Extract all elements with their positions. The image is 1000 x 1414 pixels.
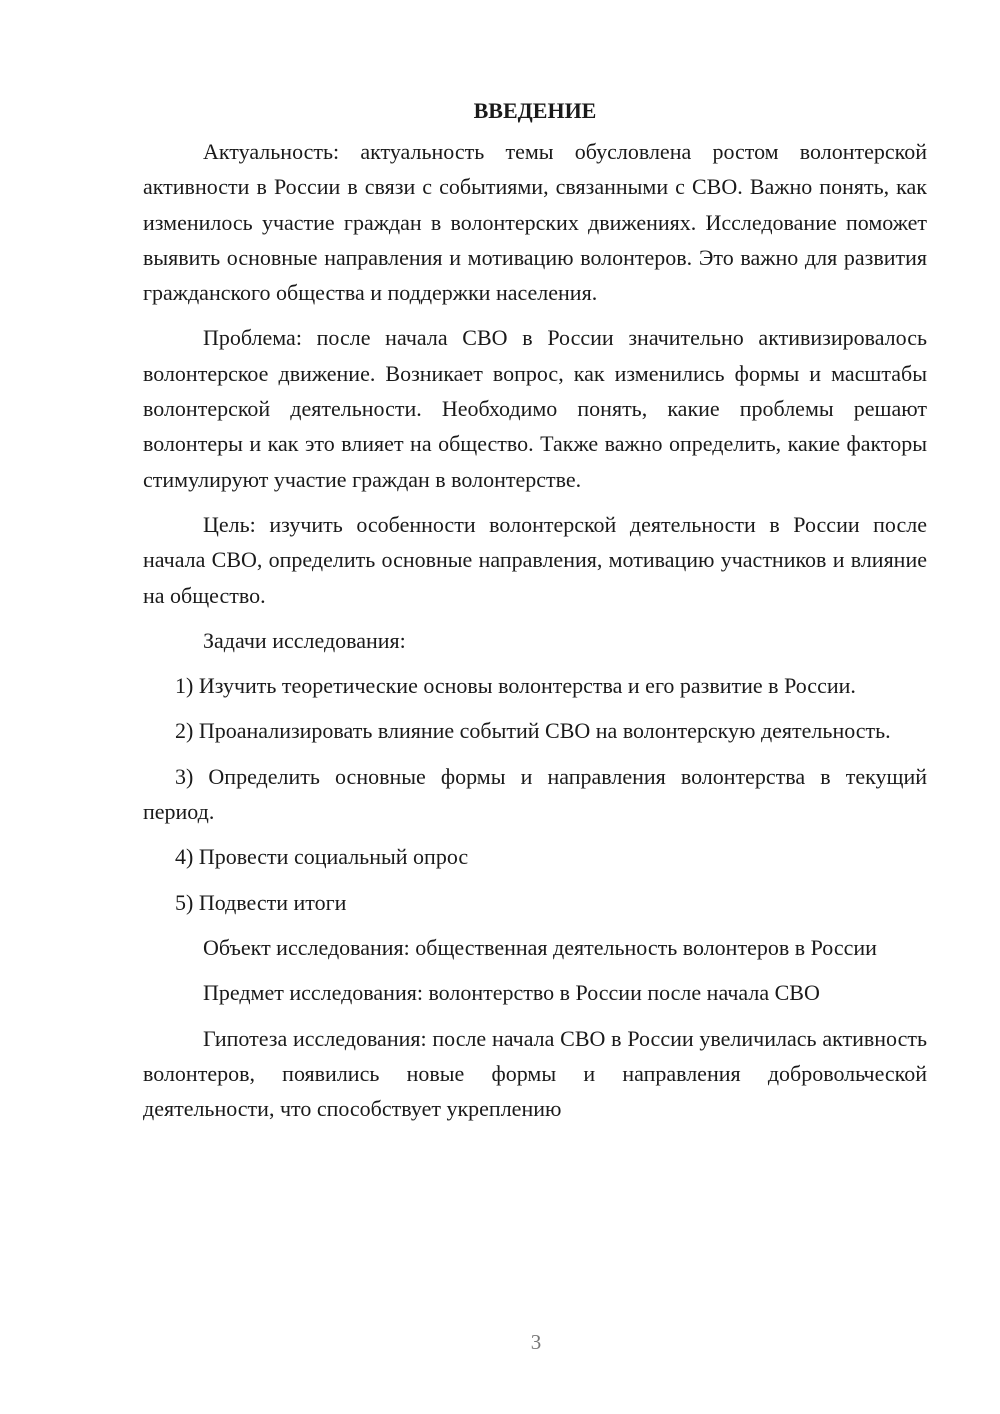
paragraph-relevance: Актуальность: актуальность темы обусловлена ростом волонтерской активности в России в связи с событиями, связанными с СВО. Важно понять, как изменилось участие граждан в волонтерских движениях. Исследование поможет выявить основные направления и мотивацию волонтеров. Это важно для развития гражданского общества и поддержки населения. [143, 139, 927, 306]
task-item: 2) Проанализировать влияние событий СВО на волонтерскую деятельность. [175, 718, 891, 744]
paragraph-goal: Цель: изучить особенности волонтерской деятельности в России после начала СВО, определить основные направления, мотивацию участников и влияние на общество. [143, 511, 927, 608]
page-content [143, 92, 927, 1126]
tasks-title: Задачи исследования: [203, 627, 406, 653]
task-item: 1) Изучить теоретические основы волонтерства и его развитие в России. [175, 673, 856, 699]
task-item: 5) Подвести итоги [175, 889, 347, 915]
section-heading: ВВЕДЕНИЕ [473, 98, 597, 123]
paragraph-subject: Предмет исследования: волонтерство в России после начала СВО [203, 980, 820, 1006]
task-item: 4) Провести социальный опрос [175, 844, 469, 870]
paragraph-object: Объект исследования: общественная деятельность волонтеров в России [203, 934, 877, 960]
page-number: 3 [530, 1330, 542, 1354]
task-item: 3) Определить основные формы и направления волонтерства в текущий период. [143, 763, 927, 825]
paragraph-problem: Проблема: после начала СВО в России значительно активизировалось волонтерское движение. Возникает вопрос, как изменились формы и масштабы волонтерской деятельности. Необходимо понять, какие проблемы решают волонтеры и как это влияет на общество. Также важно определить, какие факторы стимулируют участие граждан в волонтерстве. [143, 325, 927, 492]
paragraph-hypothesis: Гипотеза исследования: после начала СВО в России увеличилась активность волонтеров, появились новые формы и направления добровольческой деятельности, что способствует укреплению [143, 1025, 927, 1122]
